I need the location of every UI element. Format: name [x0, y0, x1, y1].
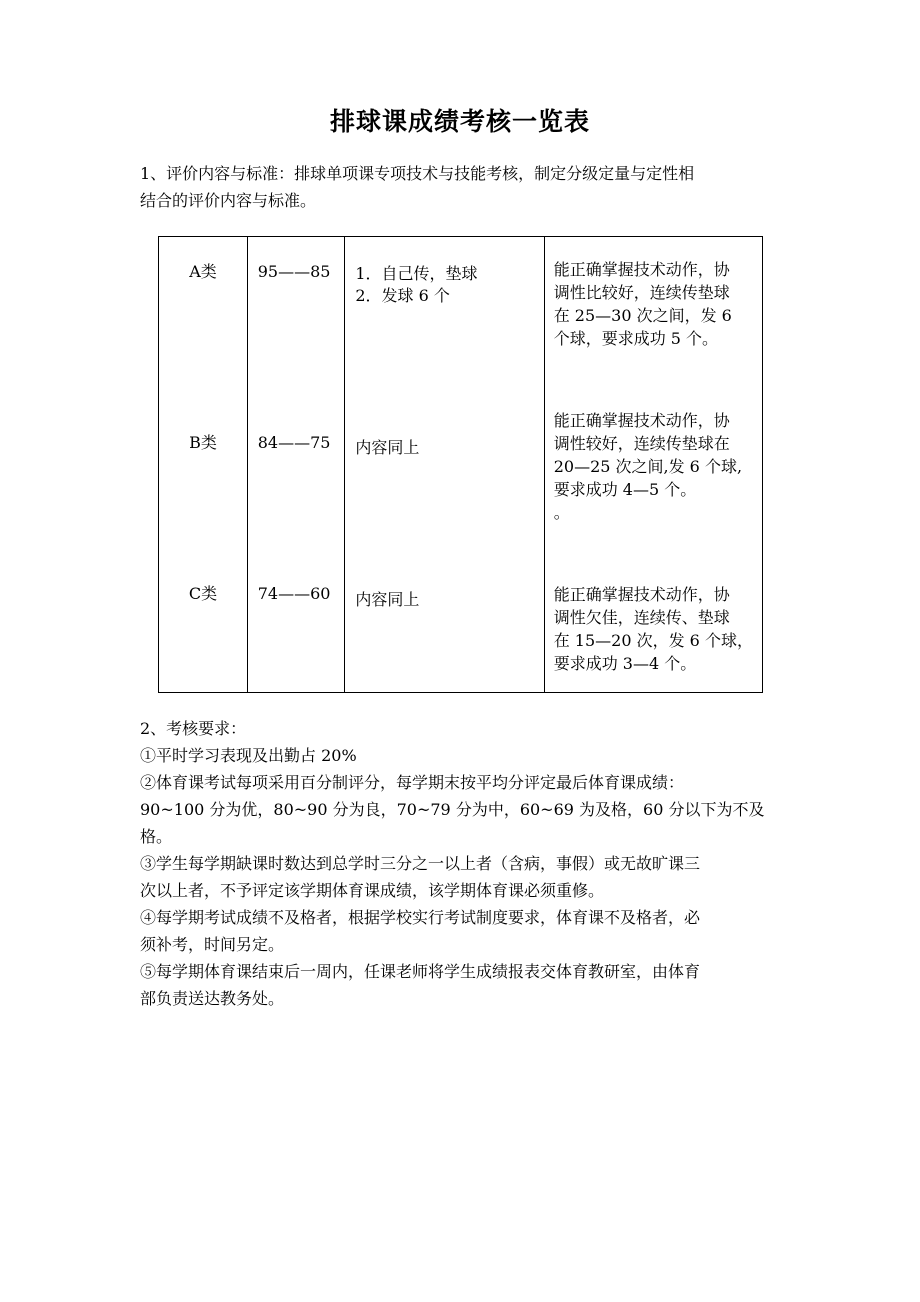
standard-line: 调性比较好，连续传垫球 — [553, 283, 730, 302]
standard-line: 个球，要求成功 5 个。 — [553, 329, 719, 348]
content-column — [345, 237, 544, 693]
requirement-line: 格。 — [140, 827, 173, 846]
standard-line: 调性较好，连续传垫球在 — [553, 434, 730, 453]
category-cell: C类 — [188, 584, 218, 603]
intro-line: 结合的评价内容与标准。 — [140, 191, 317, 210]
standard-line: 能正确掌握技术动作，协 — [553, 585, 730, 604]
content-line: 1．自己传，垫球 — [355, 264, 478, 283]
standard-column — [544, 237, 762, 693]
standard-line: 要求成功 3—4 个。 — [553, 654, 697, 673]
table-row — [159, 237, 763, 693]
score-column — [247, 237, 345, 693]
standard-cell — [554, 583, 760, 675]
standard-line: 能正确掌握技术动作，协 — [553, 260, 730, 279]
intro-line: 1、评价内容与标准：排球单项课专项技术与技能考核，制定分级定量与定性相 — [140, 164, 695, 183]
requirement-line: ①平时学习表现及出勤占 20% — [140, 746, 357, 765]
standard-line: 在 15—20 次，发 6 个球， — [553, 631, 753, 650]
content-cell — [355, 437, 419, 459]
standard-line: 。 — [553, 503, 570, 522]
content-cell — [355, 263, 477, 307]
requirement-line: 部负责送达教务处。 — [140, 989, 285, 1008]
requirement-line: 90~100 分为优，80~90 分为良，70~79 分为中，60~69 为及格，60 分以下为不及 — [140, 800, 765, 819]
requirement-line: ④每学期考试成绩不及格者，根据学校实行考试制度要求，体育课不及格者，必 — [140, 908, 701, 927]
content-line: 内容同上 — [355, 438, 420, 457]
standard-line: 在 25—30 次之间，发 6 — [553, 306, 732, 325]
content-cell — [355, 589, 419, 611]
requirements-heading: 2、考核要求： — [140, 719, 247, 738]
content-line: 内容同上 — [355, 590, 420, 609]
content-line: 2．发球 6 个 — [355, 286, 450, 305]
standard-line: 调性欠佳，连续传、垫球 — [553, 608, 730, 627]
score-cell: 74——60 — [257, 584, 331, 603]
standard-cell — [554, 258, 760, 350]
score-cell: 84——75 — [257, 433, 331, 452]
requirement-line: ②体育课考试每项采用百分制评分，每学期末按平均分评定最后体育课成绩： — [140, 773, 685, 792]
requirement-line: 须补考，时间另定。 — [140, 935, 285, 954]
standard-line: 能正确掌握技术动作，协 — [553, 411, 730, 430]
category-cell: A类 — [189, 262, 217, 281]
score-cell: 95——85 — [257, 262, 331, 281]
category-column — [159, 237, 248, 693]
requirement-line: ⑤每学期体育课结束后一周内，任课老师将学生成绩报表交体育教研室，由体育 — [140, 962, 701, 981]
requirement-line: ③学生每学期缺课时数达到总学时三分之一以上者（含病，事假）或无故旷课三 — [140, 854, 701, 873]
requirements-section — [140, 715, 785, 1012]
standard-cell — [554, 409, 760, 524]
requirement-line: 次以上者，不予评定该学期体育课成绩，该学期体育课必须重修。 — [140, 881, 605, 900]
grade-table — [158, 236, 763, 693]
category-cell: B类 — [189, 433, 217, 452]
standard-line: 要求成功 4—5 个。 — [553, 480, 697, 499]
standard-line: 20—25 次之间,发 6 个球, — [553, 457, 743, 476]
page-title: 排球课成绩考核一览表 — [329, 107, 590, 136]
intro-paragraph — [140, 160, 785, 214]
